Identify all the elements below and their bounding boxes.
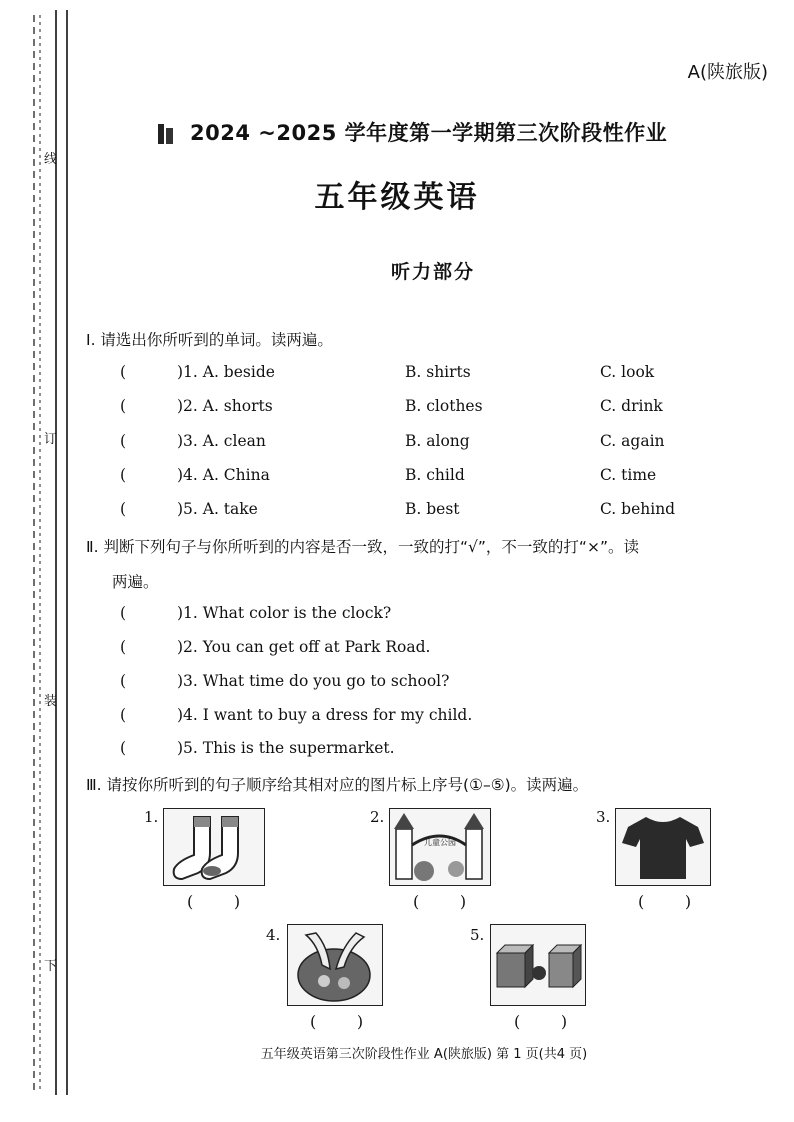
picture-number: 2. <box>370 808 385 826</box>
park-gate-icon <box>389 808 491 886</box>
answer-blank[interactable]: ( <box>120 363 127 381</box>
option-c: C. drink <box>600 397 663 415</box>
picture-answer-blank[interactable]: ( ) <box>514 1012 568 1031</box>
question-stem: )1. What color is the clock? <box>177 604 392 622</box>
option-b: B. shirts <box>405 363 471 381</box>
section1-heading: Ⅰ. 请选出你所听到的单词。读两遍。 <box>86 331 333 349</box>
picture-answer-blank[interactable]: ( ) <box>638 892 692 911</box>
cooking-hands-icon <box>287 924 383 1006</box>
park-sign-text: 儿童公园 <box>424 838 456 847</box>
answer-blank[interactable]: ( <box>120 706 127 724</box>
question-stem: )2. You can get off at Park Road. <box>177 638 431 656</box>
binding-label-down: 下 <box>44 959 58 974</box>
section3-heading: Ⅲ. 请按你所听到的句子顺序给其相对应的图片标上序号(①–⑤)。读两遍。 <box>86 776 589 794</box>
option-b: B. clothes <box>405 397 483 415</box>
question-stem: )4. I want to buy a dress for my child. <box>177 706 473 724</box>
picture-answer-blank[interactable]: ( ) <box>310 1012 364 1031</box>
option-a: )3. A. clean <box>177 432 266 450</box>
page-footer: 五年级英语第三次阶段性作业 A(陕旅版) 第 1 页(共4 页) <box>260 1047 588 1062</box>
option-a: )4. A. China <box>177 466 270 484</box>
option-a: )1. A. beside <box>177 363 275 381</box>
picture-number: 3. <box>596 808 611 826</box>
section2-heading-cont: 两遍。 <box>112 573 159 591</box>
option-b: B. best <box>405 500 460 518</box>
question-stem: )5. This is the supermarket. <box>177 739 395 757</box>
scan-mark-icon <box>156 120 176 148</box>
option-c: C. look <box>600 363 655 381</box>
option-b: B. child <box>405 466 465 484</box>
option-a: )2. A. shorts <box>177 397 273 415</box>
option-c: C. behind <box>600 500 676 518</box>
socks-icon <box>163 808 265 886</box>
tshirt-icon <box>615 808 711 886</box>
answer-blank[interactable]: ( <box>120 500 127 518</box>
option-a: )5. A. take <box>177 500 258 518</box>
page-title: 2024 ~2025 学年度第一学期第三次阶段性作业 <box>190 121 668 145</box>
answer-blank[interactable]: ( <box>120 638 127 656</box>
answer-blank[interactable]: ( <box>120 604 127 622</box>
binding-label-bind: 订 <box>44 432 58 447</box>
option-b: B. along <box>405 432 470 450</box>
picture-number: 4. <box>266 926 281 944</box>
picture-number: 1. <box>144 808 159 826</box>
answer-blank[interactable]: ( <box>120 672 127 690</box>
part-title: 听力部分 <box>390 261 475 283</box>
binding-margin <box>0 0 80 1100</box>
option-c: C. again <box>600 432 665 450</box>
answer-blank[interactable]: ( <box>120 432 127 450</box>
question-stem: )3. What time do you go to school? <box>177 672 450 690</box>
picture-answer-blank[interactable]: ( ) <box>187 892 241 911</box>
edition-label: A(陕旅版) <box>687 62 768 83</box>
answer-blank[interactable]: ( <box>120 466 127 484</box>
section2-heading: Ⅱ. 判断下列句子与你所听到的内容是否一致，一致的打“√”，不一致的打“×”。读 <box>86 538 639 556</box>
boxes-icon <box>490 924 586 1006</box>
option-c: C. time <box>600 466 657 484</box>
answer-blank[interactable]: ( <box>120 397 127 415</box>
picture-answer-blank[interactable]: ( ) <box>413 892 467 911</box>
binding-label-stitch: 装 <box>44 694 58 709</box>
subject-title: 五年级英语 <box>314 180 480 215</box>
picture-number: 5. <box>470 926 485 944</box>
binding-label-line: 线 <box>44 152 58 167</box>
answer-blank[interactable]: ( <box>120 739 127 757</box>
